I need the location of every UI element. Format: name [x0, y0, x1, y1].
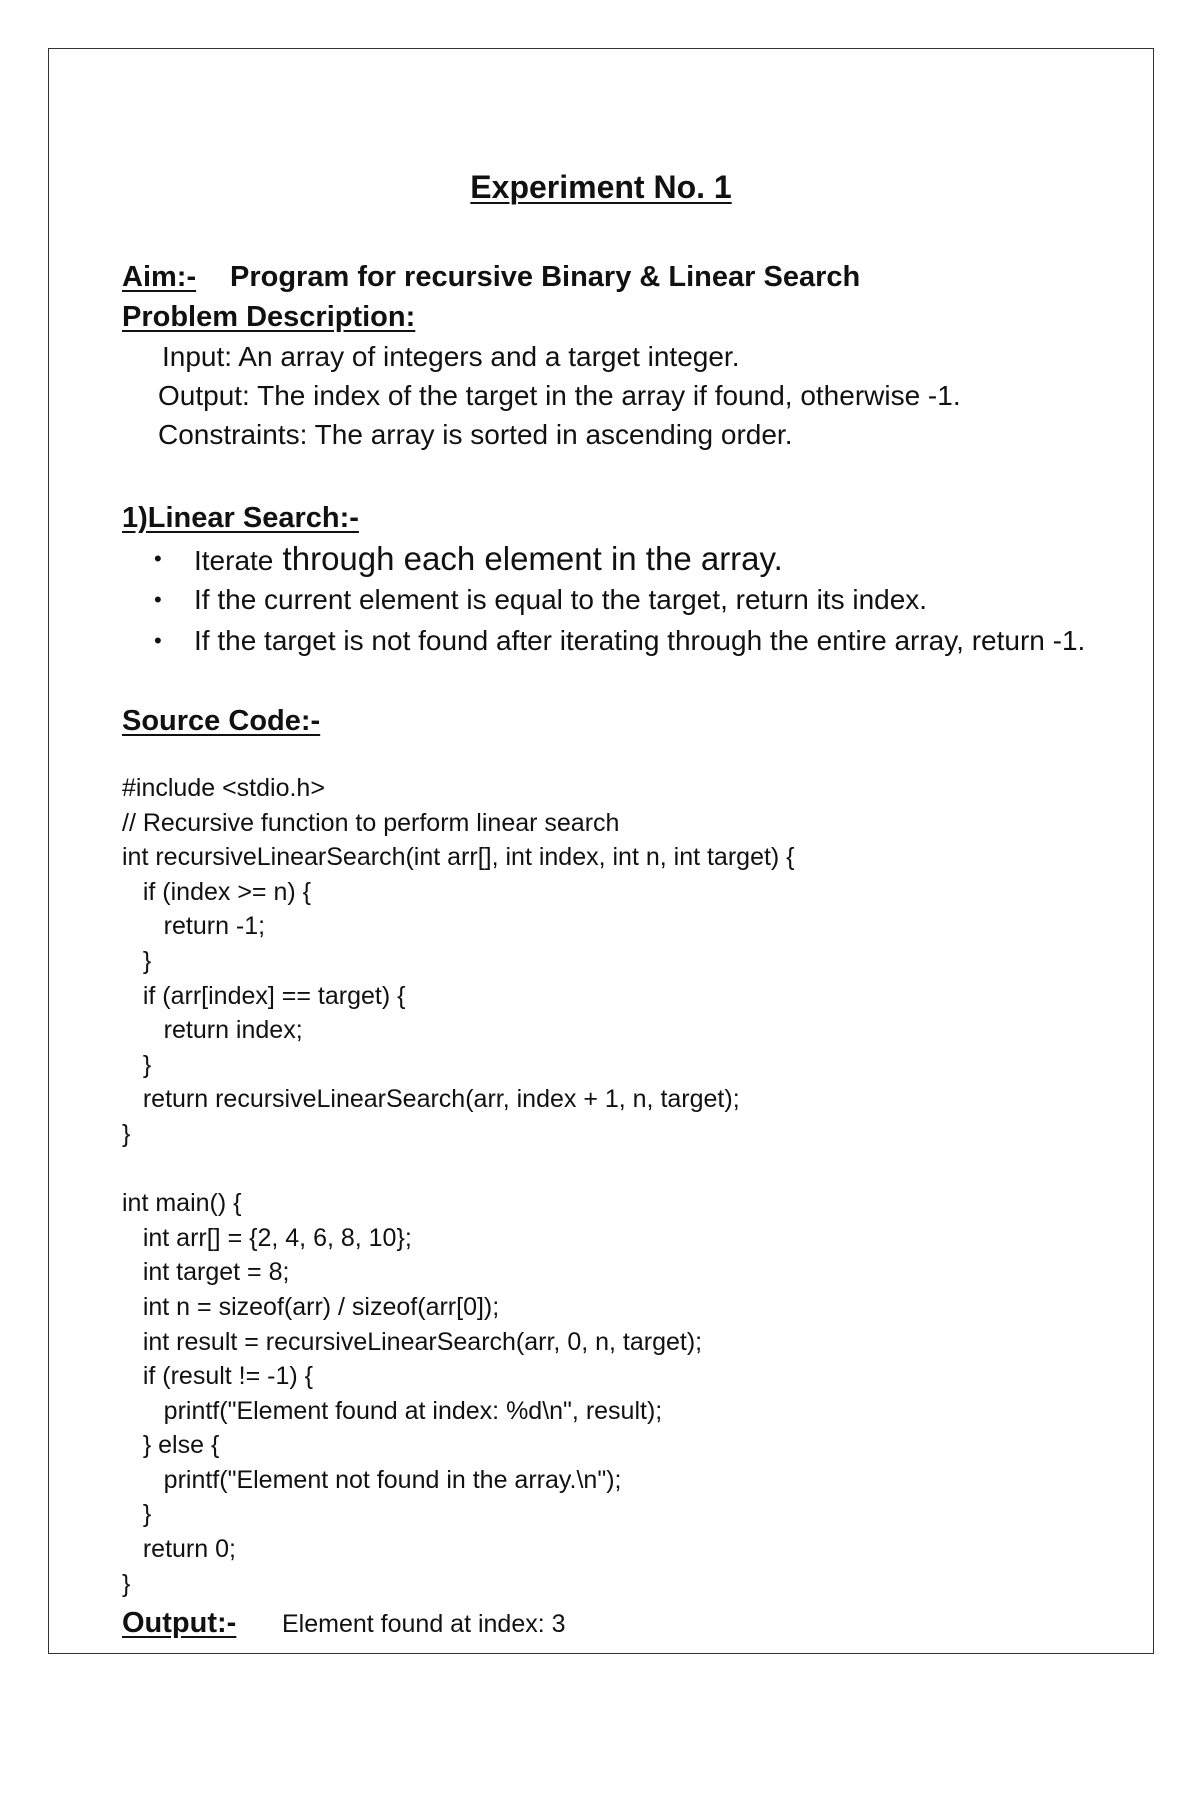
problem-constraints-line: Constraints: The array is sorted in ascending order.	[158, 419, 793, 450]
problem-input-line: Input: An array of integers and a target integer.	[162, 341, 740, 372]
spacer	[122, 661, 1182, 701]
code-line: }	[122, 1050, 152, 1079]
code-line: }	[122, 1119, 131, 1148]
aim-label: Aim:-	[122, 261, 197, 293]
linear-search-steps	[122, 538, 1182, 661]
code-line: }	[122, 946, 152, 975]
document-title: Experiment No. 1	[470, 169, 732, 205]
code-line: int result = recursiveLinearSearch(arr, 0, n, target);	[122, 1327, 703, 1356]
code-line: if (index >= n) {	[122, 877, 311, 906]
code-line: printf("Element found at index: %d\n", result);	[122, 1396, 663, 1425]
code-line	[122, 1152, 1182, 1187]
linear-search-heading: 1)Linear Search:-	[122, 502, 359, 534]
spacer	[122, 741, 1182, 771]
output-value: Element found at index: 3	[282, 1610, 566, 1639]
aim-text: Program for recursive Binary & Linear Search	[230, 261, 861, 293]
code-line: int main() {	[122, 1189, 242, 1218]
spacer	[122, 454, 1182, 498]
list-item	[122, 538, 1182, 579]
aim-row	[122, 257, 1182, 297]
problem-description-heading: Problem Description:	[122, 301, 416, 333]
bullet-text: If the current element is equal to the target, return its index.	[194, 584, 928, 615]
list-item	[122, 620, 1182, 661]
list-item	[122, 579, 1182, 620]
code-line: printf("Element not found in the array.\n");	[122, 1465, 622, 1494]
code-line: } else {	[122, 1431, 220, 1460]
code-line: int recursiveLinearSearch(int arr[], int index, int n, int target) {	[122, 843, 795, 872]
page-border	[48, 48, 1154, 1654]
source-code-block	[122, 771, 1182, 1601]
code-line: #include <stdio.h>	[122, 774, 325, 802]
code-line: return -1;	[122, 912, 266, 941]
code-line: }	[122, 1500, 152, 1529]
document-title-block	[49, 169, 1153, 206]
bullet-text: through each element in the array.	[273, 540, 783, 577]
bullet-text: If the target is not found after iterating through the entire array, return -1.	[194, 625, 1086, 656]
output-row	[122, 1601, 1182, 1645]
problem-output-line: Output: The index of the target in the array if found, otherwise -1.	[158, 380, 961, 411]
code-line: int arr[] = {2, 4, 6, 8, 10};	[122, 1223, 412, 1252]
bullet-prefix: Iterate	[194, 545, 274, 576]
output-label: Output:-	[122, 1607, 237, 1640]
code-line: int n = sizeof(arr) / sizeof(arr[0]);	[122, 1292, 500, 1321]
document-body	[122, 257, 1182, 1645]
code-line: int target = 8;	[122, 1258, 290, 1287]
bullet-icon: •	[154, 628, 162, 653]
code-line: return recursiveLinearSearch(arr, index + 1, n, target);	[122, 1085, 740, 1114]
code-line: if (arr[index] == target) {	[122, 981, 406, 1010]
code-line: // Recursive function to perform linear search	[122, 808, 620, 837]
code-line: return 0;	[122, 1535, 236, 1564]
code-line: }	[122, 1569, 131, 1598]
source-code-heading: Source Code:-	[122, 705, 321, 737]
bullet-icon: •	[154, 587, 162, 612]
bullet-icon: •	[154, 546, 162, 571]
code-line: if (result != -1) {	[122, 1362, 314, 1391]
code-line: return index;	[122, 1016, 303, 1045]
